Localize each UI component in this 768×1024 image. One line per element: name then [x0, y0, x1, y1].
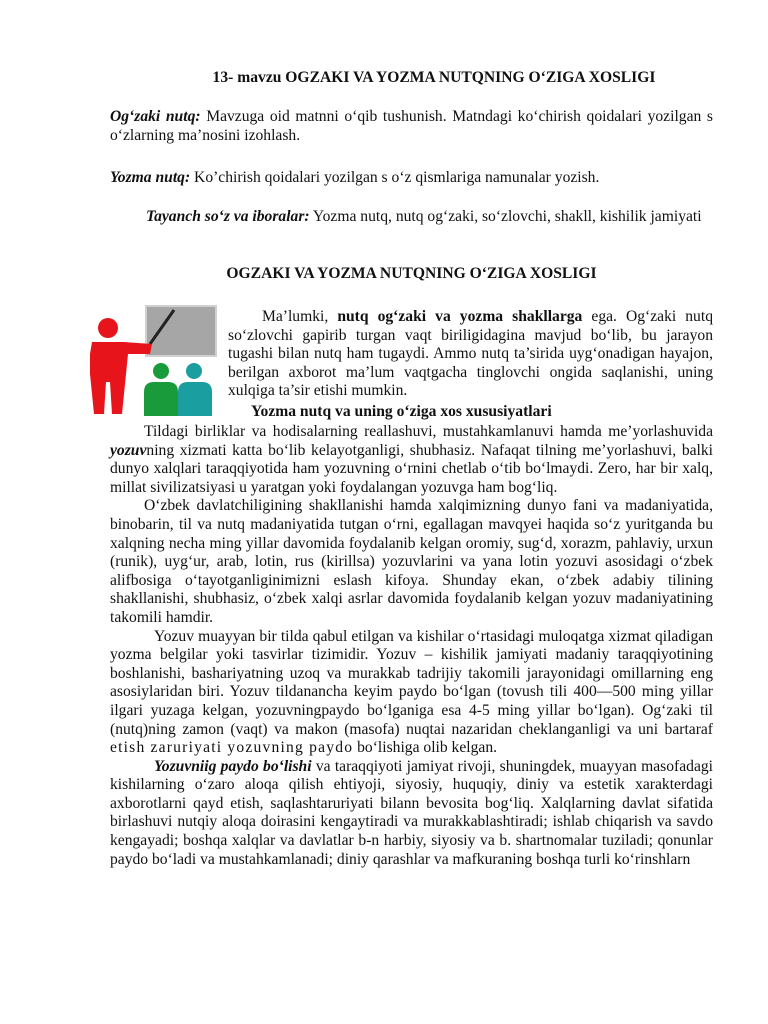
intro-bold: nutq og‘zaki va yozma shakllarga — [337, 308, 583, 325]
keywords-text: Yozma nutq, nutq og‘zaki, so‘zlovchi, shakll, kishilik jamiyati — [309, 208, 702, 225]
keywords-term: Tayanch so‘z va iboralar: — [146, 208, 310, 225]
subheading-text: Yozma nutq va uning o‘ziga xos xususiyatlari — [251, 403, 552, 420]
paragraph-3 — [110, 628, 713, 758]
board-shape — [146, 306, 216, 356]
paragraph-3-spaced: etish zaruriyati yozuvning paydo — [110, 739, 354, 757]
paragraph-3-main: Yozuv muayyan bir tilda qabul etilgan va kishilar o‘rtasidagi muloqatga xizmat qiladigan yozma belgilar yoki tasvirlar tizimidir. Yozuv – kishilik jamiyati madaniy taraqqiyotining boshlanishi, bashariyatning uzoq va murakkab tadrijiy takomili jarayonidagi omillarning eng asosiylaridan biri. Yozuv tildanancha keyim paydo bo‘lgan (tovush tili 400—500 ming yillar ilgari yuzaga kelgan, yozuvningpaydo bo‘lganiga esa 4-5 ming yillar bo‘lgan). Og‘zaki til (nutq)ning zamon (vaqt) va makon (masofa) nuqtai nazaridan cheklanganligi va uni bartaraf — [110, 627, 713, 738]
paragraph-1 — [110, 423, 713, 497]
paragraph-4-rest: va taraqqiyoti jamiyat rivoji, shuningdek, muayyan masofadagi kishilarning o‘zaro aloqa qilish ehtiyoji, siyosiy, huquqiy, diniy va estetik xarakterdagi axborotlarni qayd etish, saqlashtaruriyati bilann bevosita bog‘liq. Xalqlarning davlat sifatida birlashuvi nutqiy aloqa doirasini kengaytiradi va murakkablashtiradi; ishlab chiqarish va savdo kengayadi; boshqa xalqlar va davlatlar b-n harbiy, siyosiy va b. shartnomalar tuziladi; qonunlar paydo bo‘ladi va mustahkamlanadi; diniy qarashlar va mafkuraning boshqa turli ko‘rinshlarn — [110, 757, 713, 868]
written-speech-term: Yozma nutq: — [110, 169, 191, 186]
oral-speech-text: Mavzuga oid matnni o‘qib tushunish. Matndagi ko‘chirish qoidalari yozilgan s o‘zlarning ma’nosini izohlash. — [110, 108, 713, 144]
teacher-body — [90, 342, 152, 414]
section-title: OGZAKI VA YOZMA NUTQNING O‘ZIGA XOSLIGI — [226, 265, 597, 282]
written-speech-text: Ko’chirish qoidalari yozilgan s o‘z qismlariga namunalar yozish. — [190, 169, 600, 186]
student-teal-body — [178, 382, 212, 416]
paragraph-4-emphasis: Yozuvniig paydo bo‘lishi — [154, 757, 312, 775]
page-title: 13- mavzu OGZAKI VA YOZMA NUTQNING O‘ZIGA XOSLIGI — [212, 69, 656, 86]
student-green-body — [144, 382, 178, 416]
paragraph-1-start: Tildagi birliklar va hodisalarning reallashuvi, mustahkamlanuvi hamda me’yorlashuvida — [144, 423, 713, 440]
student-teal-head — [186, 363, 202, 379]
teacher-presentation-icon — [78, 304, 220, 418]
paragraph-1-end: ning xizmati katta bo‘lib kelayotganligi, shubhasiz. Nafaqat tilning me’yorlashuvi, balki dunyo xalqlari taraqqiyotida ham yozuvning o‘rnini chetlab o‘tib bo‘lmaydi. Zero, har bir xalq, millat sivilizatsiyasi u yaratgan yoki foydalangan yozuvga ham bog‘liq. — [110, 441, 713, 496]
paragraph-2: O‘zbek davlatchiligining shakllanishi hamda xalqimizning dunyo fani va madaniyatida, binobarin, til va nutq madaniyatida tutgan o‘rni, egallagan mavqyei haqida so‘z yuritganda bu xalqning necha ming yillar davomida foydalanib kelgan oromiy, sug‘d, xorazm, pahlaviy, urxun (runik), uyg‘ur, arab, lotin, rus (kirillsa) yozuvlarini va yana lotin yozuvi asosidagi o‘zbek alifbosiga o‘tayotganliginimizni eslash kifoya. Shunday ekan, o‘zbek adabiy tilining shakllanishi, shubhasiz, o‘zbek xalqi asrlar davomida foydalanib kelgan yozuv madaniyatining takomili hamdir. — [110, 497, 713, 626]
paragraph-1-emphasis: yozuv — [110, 441, 147, 459]
intro-lead: Ma’lumki, — [262, 308, 338, 325]
section-subheading — [251, 403, 711, 422]
written-speech-definition — [110, 169, 713, 188]
intro-paragraph — [228, 308, 713, 401]
student-green-head — [153, 363, 169, 379]
body-paragraphs — [110, 423, 713, 869]
intro-rest: ega. Og‘zaki nutq so‘zlovchi gapirib turgan vaqt biriligidagina mavjud bo‘lib, bu jarayon tugashi bilan nutq ham tugaydi. Ammo nutq ta’sirida uyg‘onadigan hayajon, berilgan axborot ma’lum vaqtgacha tinglovchi ongida saqlanishi, uning xulqiga ta’sir etishi mumkin. — [228, 308, 713, 400]
oral-speech-definition — [110, 108, 713, 145]
teacher-head — [98, 318, 118, 338]
paragraph-4 — [110, 758, 713, 870]
oral-speech-term: Og‘zaki nutq: — [110, 108, 201, 125]
keywords-block — [110, 208, 713, 227]
paragraph-3-tail: bo‘lishiga olib kelgan. — [353, 739, 498, 757]
